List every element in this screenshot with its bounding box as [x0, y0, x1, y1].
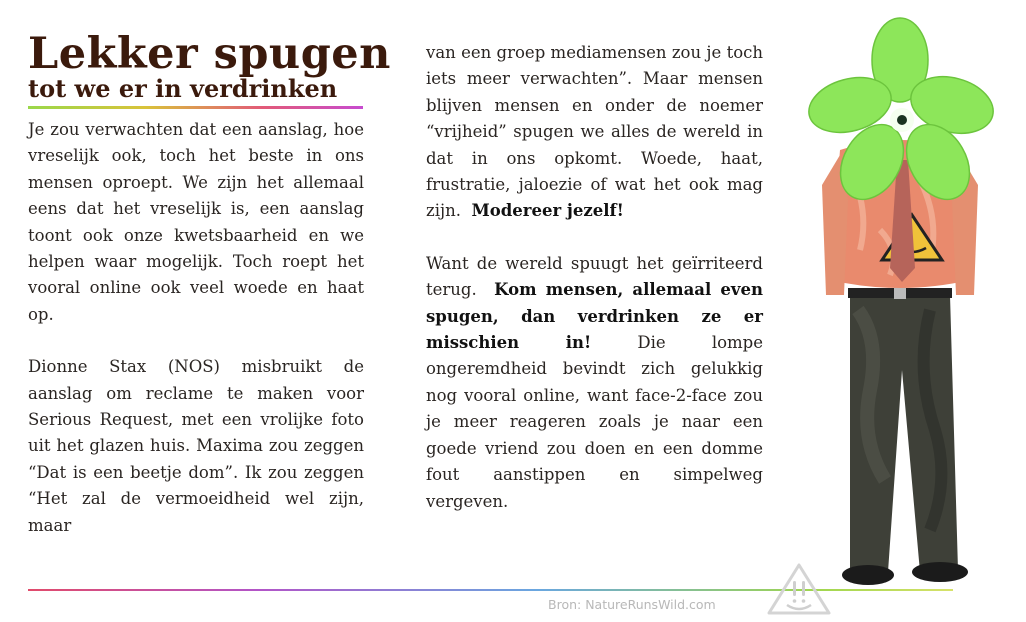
page-title: Lekker spugen [28, 29, 391, 79]
paragraph-spit-text-a: Want de wereld spuugt het geïrriteerd terug. [426, 253, 763, 300]
paragraph-media [426, 40, 763, 225]
text-column-left [28, 117, 364, 539]
emphasis-spit: Kom mensen, allemaal even spugen, dan verdrinken ze er misschien in! [426, 280, 763, 353]
paragraph-spit-text-b: Die lompe ongeremdheid bevindt zich gelukkig nog vooral online, want face-2-face zou je meer reageren zoals je naar een goede vriend zou doen en een domme fout aanstippen en simpelweg vergeven. [426, 333, 763, 511]
flower-head-man-illustration [800, 10, 1010, 605]
title-underline [28, 106, 363, 109]
page-subtitle: tot we er in verdrinken [28, 74, 338, 103]
emphasis-moderate: Modereer jezelf! [471, 201, 624, 221]
source-credit: Bron: NatureRunsWild.com [548, 597, 716, 612]
text-column-right [426, 40, 763, 515]
paragraph-stax: Dionne Stax (NOS) misbruikt de aanslag om reclame te maken voor Serious Request, met een vrolijke foto uit het glazen huis. Maxima zou zeggen “Dat is een beetje dom”. Ik zou zeggen “Het zal de vermoeidheid wel zijn, maar [28, 357, 364, 535]
paragraph-spit [426, 251, 763, 515]
paragraph-intro: Je zou verwachten dat een aanslag, hoe vreselijk ook, toch het beste in ons mensen oproept. We zijn het allemaal eens dat het vreselijk is, een aanslag toont ook onze kwetsbaarheid en we helpen waar mogelijk. Toch roept het vooral online ook veel woede en haat op. [28, 120, 364, 324]
paragraph-media-text: van een groep mediamensen zou je toch iets meer verwachten”. Maar mensen blijven mensen en onder de noemer “vrijheid” spugen we alles de wereld in dat in ons opkomt. Woede, haat, frustratie, jaloezie of wat het ook mag zijn. [426, 43, 763, 221]
